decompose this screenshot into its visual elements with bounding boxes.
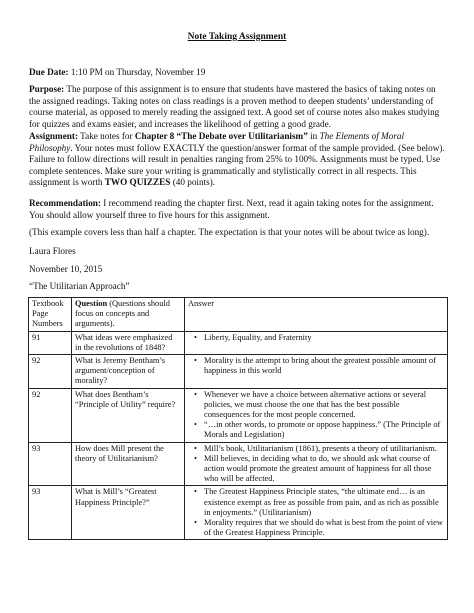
table-header-row — [29, 298, 448, 332]
recommendation-label: Recommendation: — [29, 198, 101, 208]
due-date-text: 1:10 PM on Thursday, November 19 — [68, 67, 206, 77]
page-title: Note Taking Assignment — [187, 32, 287, 42]
header-question-note: (Questions should focus on concepts and arguments). — [75, 299, 170, 329]
author-name: Laura Flores — [29, 246, 76, 256]
assignment-text-1: Take notes for — [78, 131, 135, 141]
notes-table — [28, 297, 448, 540]
recommendation-text: I recommend reading the chapter first. Next, read it again taking notes for the assignment. You should allow yourself three to five hours for this assignment. — [29, 198, 434, 220]
assignment-text-3: . Your notes must follow EXACTLY the question/answer format of the sample provided. (See below). Failure to follow directions will result in penalties ranging from 25% to 100%. Assignments must be typed. Use complete sentences. Make sure your writing is grammatically and stylistically correct in all respects. This assignment is worth — [29, 142, 445, 187]
answer-cell — [185, 486, 448, 540]
table-row — [29, 388, 448, 442]
answer-cell — [185, 442, 448, 486]
assignment-chapter: Chapter 8 “The Debate over Utilitarianism” — [134, 131, 308, 141]
due-date-label: Due Date: — [29, 67, 69, 77]
question-cell: How does Mill present the theory of Utilitarianism? — [72, 442, 185, 486]
header-page-numbers: Textbook Page Numbers — [29, 298, 72, 332]
assignment-book-title: The Elements of Moral Philosophy — [29, 131, 405, 153]
question-cell: What ideas were emphasized in the revolutions of 1848? — [72, 331, 185, 354]
question-cell: What is Mill’s “Greatest Happiness Principle?” — [72, 486, 185, 540]
page-cell: 93 — [29, 442, 72, 486]
assignment-paragraph — [29, 131, 447, 189]
page-cell: 91 — [29, 331, 72, 354]
page-cell: 93 — [29, 486, 72, 540]
header-question-label: Question — [75, 299, 108, 308]
answer-item: • “…in other words, to promote or oppose happiness.” (The Principle of Morals and Legislation) — [204, 420, 444, 440]
table-row — [29, 355, 448, 389]
answer-cell — [185, 355, 448, 389]
purpose-label: Purpose: — [29, 84, 65, 94]
answer-cell — [185, 331, 448, 354]
page-cell: 92 — [29, 355, 72, 389]
assignment-worth: TWO QUIZZES — [104, 177, 171, 187]
answer-item: • Morality is the attempt to bring about the greatest possible amount of happiness in this world — [204, 356, 444, 376]
page-cell: 92 — [29, 388, 72, 442]
answer-item: • The Greatest Happiness Principle states, “the ultimate end… is an existence exempt as free as possible from pain, and as rich as possible in enjoyments.” (Utilitarianism) — [204, 487, 444, 518]
recommendation-paragraph — [29, 198, 447, 221]
question-cell: What does Bentham’s “Principle of Utility” require? — [72, 388, 185, 442]
table-row — [29, 442, 448, 486]
answer-cell — [185, 388, 448, 442]
answer-item: • Mill’s book, Utilitarianism (1861), presents a theory of utilitarianism. — [204, 444, 444, 454]
answer-item: • Liberty, Equality, and Fraternity — [204, 333, 444, 343]
assignment-text-4: (40 points). — [170, 177, 216, 187]
header-answer: Answer — [185, 298, 448, 332]
purpose-text: The purpose of this assignment is to ensure that students have mastered the basics of taking notes on the assigned readings. Taking notes on class readings is a proven method to deepen students’ understanding of course material, as opposed to merely reading the assigned text. A good set of course notes also makes studying for quizzes and exams easier, and increases the likelihood of getting a good grade. — [29, 84, 440, 129]
assignment-text-2: in — [307, 131, 320, 141]
table-row — [29, 331, 448, 354]
purpose-paragraph — [29, 84, 447, 130]
document-date: November 10, 2015 — [29, 264, 103, 274]
example-note: (This example covers less than half a chapter. The expectation is that your notes will be about twice as long). — [29, 227, 430, 237]
answer-item: • Mill believes, in deciding what to do, we should ask what course of action would promote the greatest amount of happiness for all those who will be affected. — [204, 454, 444, 485]
header-question — [72, 298, 185, 332]
section-title: “The Utilitarian Approach” — [29, 281, 130, 291]
due-date-paragraph — [29, 67, 447, 79]
table-row — [29, 486, 448, 540]
answer-item: • Whenever we have a choice between alternative actions or several policies, we must choose the one that has the best possible consequences for the most people concerned. — [204, 390, 444, 421]
assignment-label: Assignment: — [29, 131, 79, 141]
answer-item: • Morality requires that we should do what is best from the point of view of the Greatest Happiness Principle. — [204, 518, 444, 538]
question-cell: What is Jeremy Bentham’s argument/conception of morality? — [72, 355, 185, 389]
